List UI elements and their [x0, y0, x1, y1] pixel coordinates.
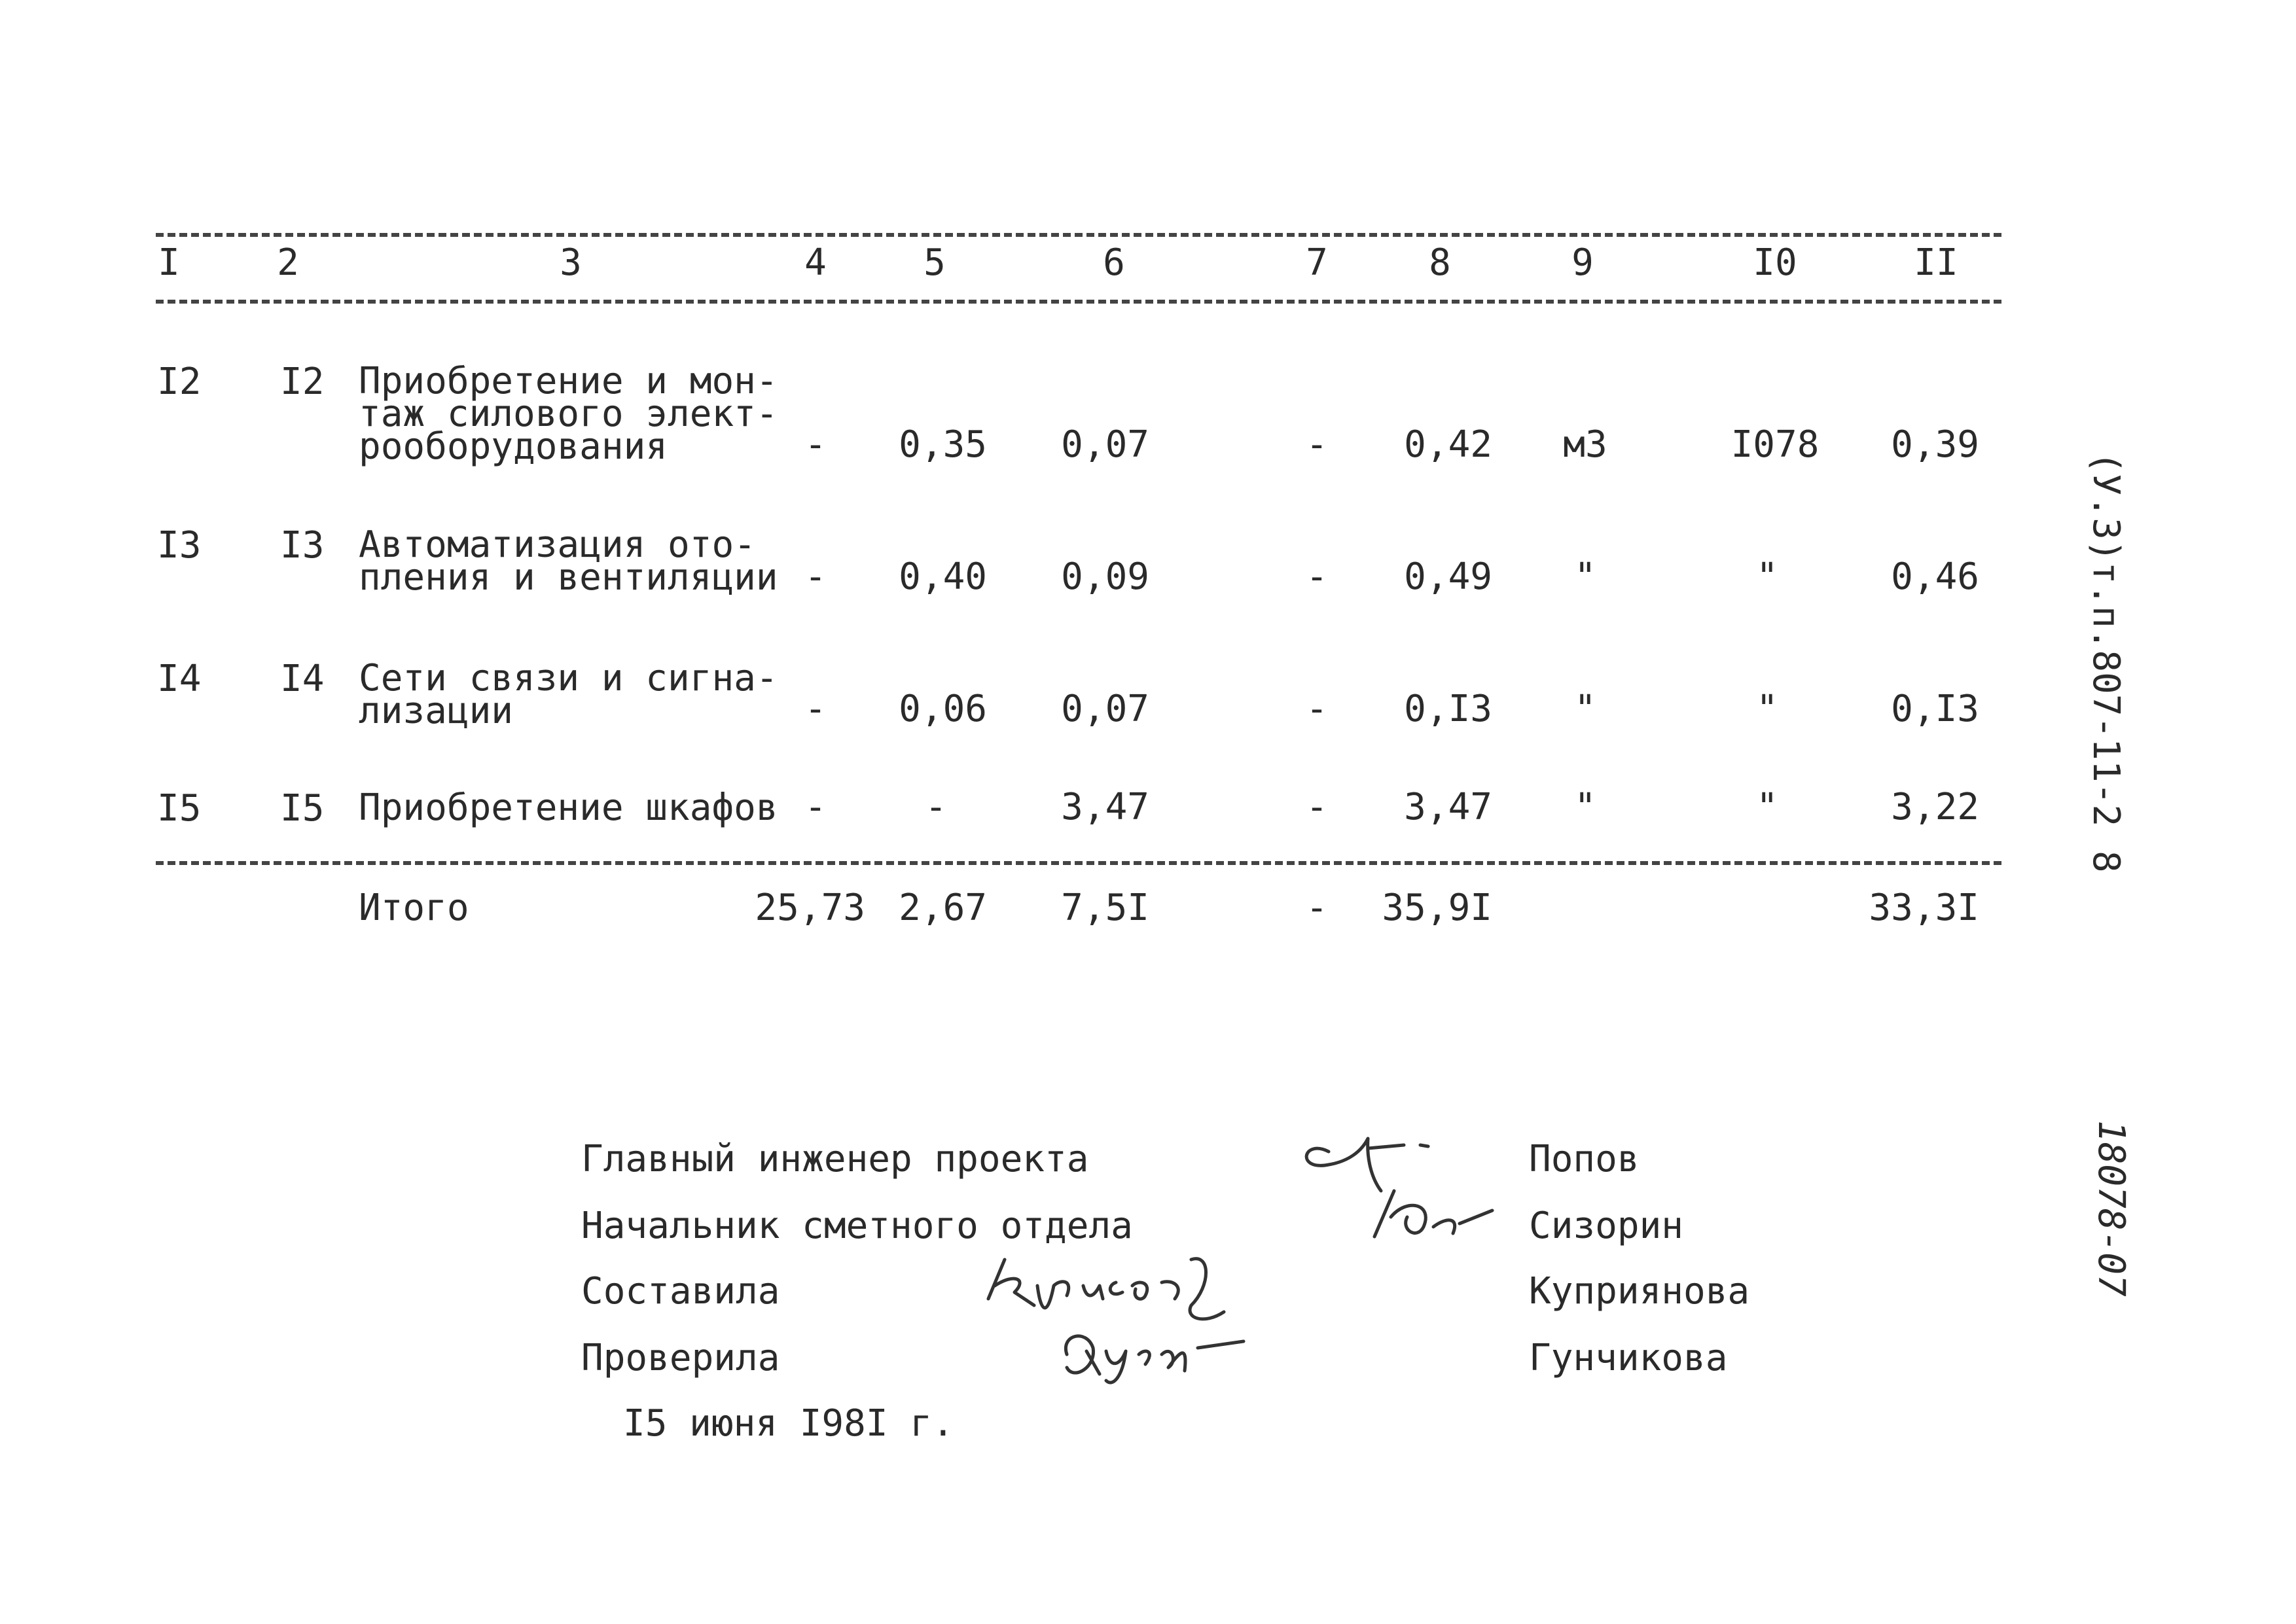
total-col-8: 35,9I	[1382, 887, 1492, 929]
cell-col-9: "	[1574, 688, 1596, 730]
cell-col-10: I078	[1731, 423, 1820, 466]
cell-col-7: -	[1306, 556, 1328, 598]
cell-col-6: 0,09	[1061, 556, 1149, 598]
cell-col-9: "	[1574, 786, 1596, 828]
document-code: (У.3)т.п.807-11-2	[2085, 451, 2127, 827]
row-number: I2	[157, 361, 202, 403]
cell-col-8: 0,42	[1404, 423, 1492, 466]
cell-col-5: -	[925, 786, 947, 828]
cell-col-4: -	[804, 556, 827, 598]
header-top-rule	[156, 233, 2001, 237]
row-number: I5	[157, 787, 202, 830]
row-description: Автоматизация ото- пления и вентиляции	[359, 523, 778, 599]
signature-estimate-head	[1361, 1178, 1505, 1250]
document-date: I5 июня I98I г.	[623, 1402, 954, 1445]
total-label: Итого	[359, 887, 469, 929]
col-header-5: 5	[924, 241, 946, 284]
total-col-6: 7,5I	[1061, 887, 1149, 929]
col-header-3: 3	[560, 241, 582, 284]
row-description: Приобретение шкафов	[359, 786, 778, 829]
cell-col-9: м3	[1563, 423, 1607, 466]
cell-col-11: 0,39	[1891, 423, 1979, 466]
col-header-10: I0	[1753, 241, 1797, 284]
cell-col-8: 0,49	[1404, 556, 1492, 598]
cell-col-11: 3,22	[1891, 786, 1979, 828]
row-item-number: I4	[280, 658, 325, 700]
role-checked-by: Проверила	[581, 1337, 780, 1379]
col-header-4: 4	[804, 241, 827, 284]
col-header-11: II	[1914, 241, 1958, 284]
cell-col-4: -	[804, 786, 827, 828]
total-col-5: 2,67	[899, 887, 987, 929]
row-number: I3	[157, 524, 202, 567]
row-description: Сети связи и сигна- лизации	[359, 657, 778, 732]
cell-col-5: 0,35	[899, 423, 987, 466]
col-header-7: 7	[1306, 241, 1328, 284]
row-item-number: I3	[280, 524, 325, 567]
cell-col-5: 0,06	[899, 688, 987, 730]
col-header-8: 8	[1429, 241, 1451, 284]
cell-col-4: -	[804, 688, 827, 730]
cell-col-11: 0,46	[1891, 556, 1979, 598]
name-estimate-head: Сизорин	[1529, 1205, 1684, 1247]
total-rule	[156, 861, 2001, 865]
cell-col-7: -	[1306, 688, 1328, 730]
col-header-1: I	[158, 241, 180, 284]
cell-col-10: "	[1756, 556, 1778, 598]
cell-col-10: "	[1756, 688, 1778, 730]
cell-col-6: 0,07	[1061, 423, 1149, 466]
col-header-9: 9	[1571, 241, 1594, 284]
row-item-number: I5	[280, 787, 325, 830]
cell-col-4: -	[804, 423, 827, 466]
role-estimate-head: Начальник сметного отдела	[581, 1205, 1133, 1247]
role-chief-engineer: Главный инженер проекта	[581, 1138, 1089, 1180]
name-checked-by: Гунчикова	[1529, 1337, 1728, 1379]
col-header-2: 2	[277, 241, 299, 284]
page-number: 8	[2085, 851, 2127, 873]
row-description: Приобретение и мон- таж силового элект- рооборудования	[359, 360, 778, 468]
cell-col-9: "	[1574, 556, 1596, 598]
cell-col-11: 0,I3	[1891, 688, 1979, 730]
total-col-7: -	[1306, 887, 1328, 929]
total-col-11: 33,3I	[1869, 887, 1979, 929]
row-item-number: I2	[280, 361, 325, 403]
header-bottom-rule	[156, 300, 2001, 304]
role-compiled-by: Составила	[581, 1270, 780, 1313]
inventory-number: 18078-07	[2090, 1120, 2132, 1297]
cell-col-6: 3,47	[1061, 786, 1149, 828]
signature-checked-by	[1047, 1315, 1257, 1394]
cell-col-7: -	[1306, 786, 1328, 828]
cell-col-8: 0,I3	[1404, 688, 1492, 730]
name-compiled-by: Куприянова	[1529, 1270, 1750, 1313]
cell-col-5: 0,40	[899, 556, 987, 598]
cell-col-10: "	[1756, 786, 1778, 828]
cell-col-8: 3,47	[1404, 786, 1492, 828]
cell-col-7: -	[1306, 423, 1328, 466]
cell-col-6: 0,07	[1061, 688, 1149, 730]
col-header-6: 6	[1103, 241, 1125, 284]
total-col-4: 25,73	[755, 887, 865, 929]
row-number: I4	[157, 658, 202, 700]
name-chief-engineer: Попов	[1529, 1138, 1640, 1180]
